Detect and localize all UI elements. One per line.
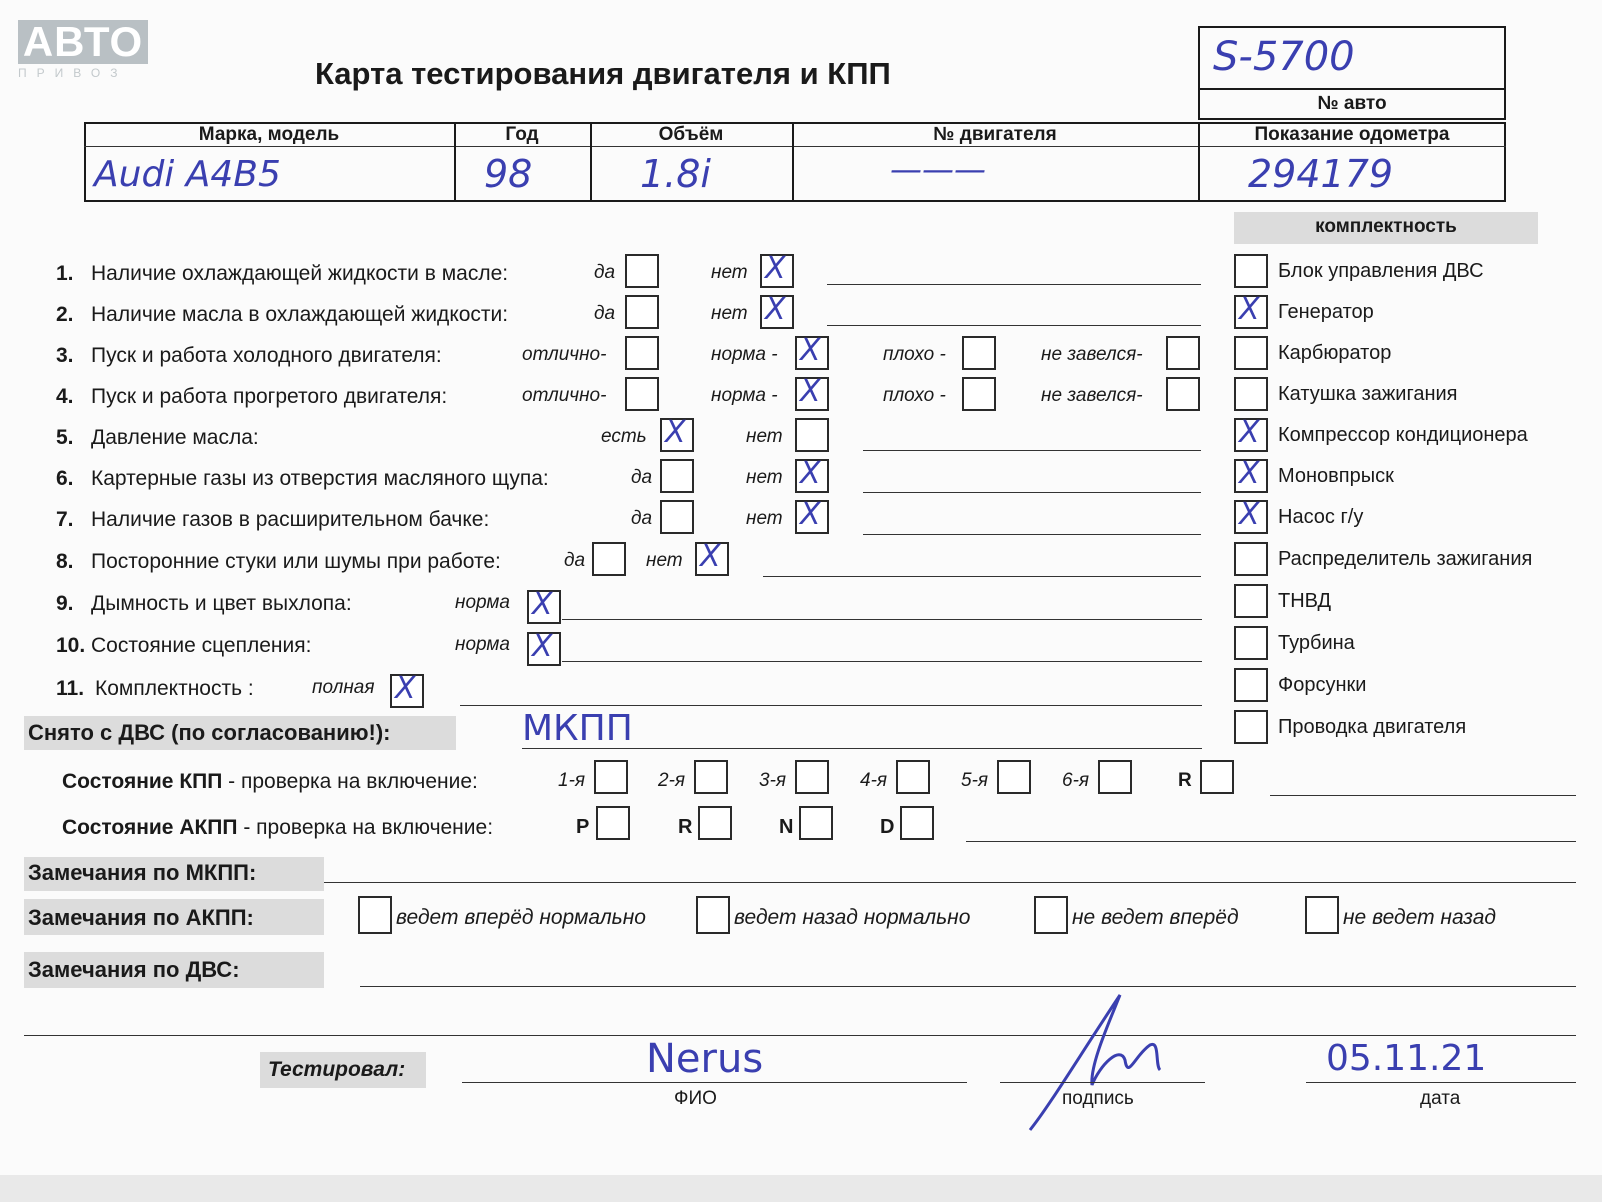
kit-checkbox[interactable] — [1234, 710, 1268, 744]
check-label: Наличие охлаждающей жидкости в масле: — [91, 262, 509, 285]
year-header: Год — [505, 124, 539, 145]
akpp-gear-checkbox[interactable] — [698, 806, 732, 840]
check-label: Комплектность : — [95, 677, 254, 700]
check-number: 8. — [56, 550, 74, 573]
kit-checkbox[interactable] — [1234, 626, 1268, 660]
remarks-mkpp-label: Замечания по МКПП: — [28, 860, 257, 885]
checkbox[interactable] — [1166, 336, 1200, 370]
kit-checkbox[interactable]: X — [1234, 500, 1268, 534]
mkpp-gear-label: R — [1178, 770, 1192, 791]
option-label: плохо - — [883, 344, 946, 365]
check-label: Наличие масла в охлаждающей жидкости: — [91, 303, 509, 326]
checkbox[interactable]: X — [795, 336, 829, 370]
mkpp-gear-label: 5-я — [961, 770, 989, 791]
checkbox[interactable] — [625, 254, 659, 288]
remarks-dvs-label: Замечания по ДВС: — [28, 957, 240, 982]
check-number: 4. — [56, 385, 74, 408]
option-label: норма — [455, 634, 510, 655]
option-label: да — [564, 550, 586, 571]
checkbox[interactable]: X — [795, 377, 829, 411]
akpp-option: ведет вперёд нормально — [396, 906, 646, 929]
mkpp-gear-label: 1-я — [558, 770, 586, 791]
kit-item-label: Катушка зажигания — [1278, 383, 1458, 405]
mkpp-gear-checkbox[interactable] — [1200, 760, 1234, 794]
checkbox[interactable] — [625, 377, 659, 411]
volume-value: 1.8i — [640, 152, 711, 196]
kit-item-label: Моновпрыск — [1278, 465, 1394, 487]
odometer-value: 294179 — [1248, 152, 1394, 196]
tested-by-label: Тестировал: — [268, 1058, 406, 1081]
check-number: 6. — [56, 467, 74, 490]
checkbox[interactable] — [625, 336, 659, 370]
check-number: 11. — [56, 677, 85, 700]
check-label: Наличие газов в расширительном бачке: — [91, 508, 490, 531]
checkbox[interactable] — [660, 500, 694, 534]
engine-number-header: № двигателя — [933, 124, 1057, 145]
kit-item-label: Насос г/у — [1278, 506, 1364, 528]
tester-name: Nerus — [646, 1036, 764, 1082]
akpp-gear-label: N — [779, 816, 794, 838]
checkbox-forward-normal[interactable] — [358, 896, 392, 934]
option-label: да — [594, 262, 616, 283]
remarks-akpp-label: Замечания по АКПП: — [28, 905, 254, 930]
option-label: есть — [601, 426, 647, 447]
mkpp-gear-label: 4-я — [860, 770, 888, 791]
kit-item-label: ТНВД — [1278, 590, 1332, 612]
option-label: отлично- — [522, 385, 607, 406]
option-label: нет — [646, 550, 683, 571]
akpp-gear-label: P — [576, 816, 590, 838]
kit-checkbox[interactable] — [1234, 542, 1268, 576]
checkbox[interactable]: X — [760, 254, 794, 288]
mkpp-gear-checkbox[interactable] — [694, 760, 728, 794]
option-label: нет — [711, 303, 748, 324]
check-number: 5. — [56, 426, 74, 449]
kit-item-label: Блок управления ДВС — [1278, 260, 1484, 282]
kit-item-label: Карбюратор — [1278, 342, 1392, 364]
brand-header: Марка, модель — [198, 124, 340, 145]
mkpp-check-label: Состояние КПП - проверка на включение: — [62, 770, 478, 793]
name-caption: ФИО — [674, 1088, 717, 1109]
checkbox[interactable] — [1166, 377, 1200, 411]
mkpp-gear-checkbox[interactable] — [896, 760, 930, 794]
logo-subtitle: ПРИВОЗ — [18, 66, 128, 80]
check-label: Посторонние стуки или шумы при работе: — [91, 550, 501, 573]
check-number: 10. — [56, 634, 86, 657]
akpp-gear-label: D — [880, 816, 895, 838]
checkbox[interactable]: X — [795, 500, 829, 534]
signature — [1010, 985, 1210, 1135]
kit-checkbox[interactable] — [1234, 668, 1268, 702]
check-label: Давление масла: — [91, 426, 259, 449]
akpp-gear-checkbox[interactable] — [900, 806, 934, 840]
kit-item-label: Распределитель зажигания — [1278, 548, 1533, 570]
mkpp-gear-label: 2-я — [658, 770, 686, 791]
akpp-option: не ведет назад — [1343, 906, 1496, 929]
option-label: нет — [746, 508, 783, 529]
akpp-option: ведет назад нормально — [734, 906, 971, 929]
akpp-gear-checkbox[interactable] — [799, 806, 833, 840]
brand-value: Audi A4B5 — [94, 154, 281, 195]
kit-item-label: Компрессор кондиционера — [1278, 424, 1528, 446]
option-label: нет — [746, 426, 783, 447]
checkbox-backward-normal[interactable] — [696, 896, 730, 934]
test-date: 05.11.21 — [1326, 1038, 1487, 1079]
kit-checkbox[interactable]: X — [1234, 418, 1268, 452]
checkbox-no-backward[interactable] — [1305, 896, 1339, 934]
checkbox[interactable]: X — [527, 590, 561, 624]
date-caption: дата — [1420, 1088, 1461, 1109]
car-number-label: № авто — [1317, 93, 1387, 114]
checkbox[interactable] — [962, 377, 996, 411]
checkbox[interactable]: X — [695, 542, 729, 576]
kit-checkbox[interactable]: X — [1234, 459, 1268, 493]
option-label: да — [594, 303, 616, 324]
option-label: не завелся- — [1041, 344, 1143, 365]
kit-item-label: Форсунки — [1278, 674, 1367, 696]
check-label: Пуск и работа холодного двигателя: — [91, 344, 442, 367]
option-label: отлично- — [522, 344, 607, 365]
check-number: 7. — [56, 508, 74, 531]
engine-number-value: ——— — [890, 150, 986, 188]
removed-value: МКПП — [522, 708, 633, 749]
option-label: нет — [746, 467, 783, 488]
kit-checkbox[interactable]: X — [1234, 295, 1268, 329]
mkpp-gear-checkbox[interactable] — [795, 760, 829, 794]
checkbox[interactable]: X — [527, 632, 561, 666]
logo: АВТО — [18, 20, 148, 64]
kit-item-label: Проводка двигателя — [1278, 716, 1467, 738]
checkbox[interactable] — [795, 418, 829, 452]
mkpp-gear-checkbox[interactable] — [997, 760, 1031, 794]
checkbox[interactable]: X — [795, 459, 829, 493]
check-label: Картерные газы из отверстия масляного щупа: — [91, 467, 549, 490]
option-label: нет — [711, 262, 748, 283]
checkbox[interactable] — [592, 542, 626, 576]
checkbox-no-forward[interactable] — [1034, 896, 1068, 934]
check-number: 9. — [56, 592, 74, 615]
mkpp-gear-label: 3-я — [759, 770, 787, 791]
akpp-gear-label: R — [678, 816, 693, 838]
mkpp-gear-checkbox[interactable] — [1098, 760, 1132, 794]
kit-checkbox[interactable] — [1234, 377, 1268, 411]
check-label: Пуск и работа прогретого двигателя: — [91, 385, 448, 408]
checkbox[interactable]: X — [660, 418, 694, 452]
kit-checkbox[interactable] — [1234, 254, 1268, 288]
check-number: 1. — [56, 262, 74, 285]
removed-label: Снято с ДВС (по согласованию!): — [28, 720, 391, 745]
page-title: Карта тестирования двигателя и КПП — [315, 56, 891, 91]
option-label: не завелся- — [1041, 385, 1143, 406]
odometer-header: Показание одометра — [1254, 124, 1450, 145]
volume-header: Объём — [658, 124, 724, 145]
option-label: норма - — [711, 344, 778, 365]
option-label: полная — [312, 677, 375, 698]
option-label: да — [631, 508, 653, 529]
mkpp-gear-checkbox[interactable] — [594, 760, 628, 794]
checkbox[interactable]: X — [390, 674, 424, 708]
kit-checkbox[interactable] — [1234, 336, 1268, 370]
akpp-check-label: Состояние АКПП - проверка на включение: — [62, 816, 494, 839]
mkpp-gear-label: 6-я — [1062, 770, 1090, 791]
check-label: Дымность и цвет выхлопа: — [91, 592, 352, 615]
option-label: норма - — [711, 385, 778, 406]
checkbox[interactable] — [625, 295, 659, 329]
option-label: норма — [455, 592, 510, 613]
kit-item-label: Генератор — [1278, 301, 1374, 323]
kit-checkbox[interactable] — [1234, 584, 1268, 618]
signature-caption: подпись — [1062, 1088, 1134, 1109]
check-number: 3. — [56, 344, 74, 367]
option-label: плохо - — [883, 385, 946, 406]
akpp-gear-checkbox[interactable] — [596, 806, 630, 840]
check-label: Состояние сцепления: — [91, 634, 312, 657]
year-value: 98 — [484, 152, 533, 196]
kit-item-label: Турбина — [1278, 632, 1355, 654]
check-number: 2. — [56, 303, 74, 326]
checkbox[interactable] — [962, 336, 996, 370]
checkbox[interactable]: X — [760, 295, 794, 329]
akpp-option: не ведет вперёд — [1072, 906, 1239, 929]
option-label: да — [631, 467, 653, 488]
car-number-value: S-5700 — [1213, 34, 1355, 80]
kit-title: комплектность — [1315, 216, 1457, 237]
checkbox[interactable] — [660, 459, 694, 493]
